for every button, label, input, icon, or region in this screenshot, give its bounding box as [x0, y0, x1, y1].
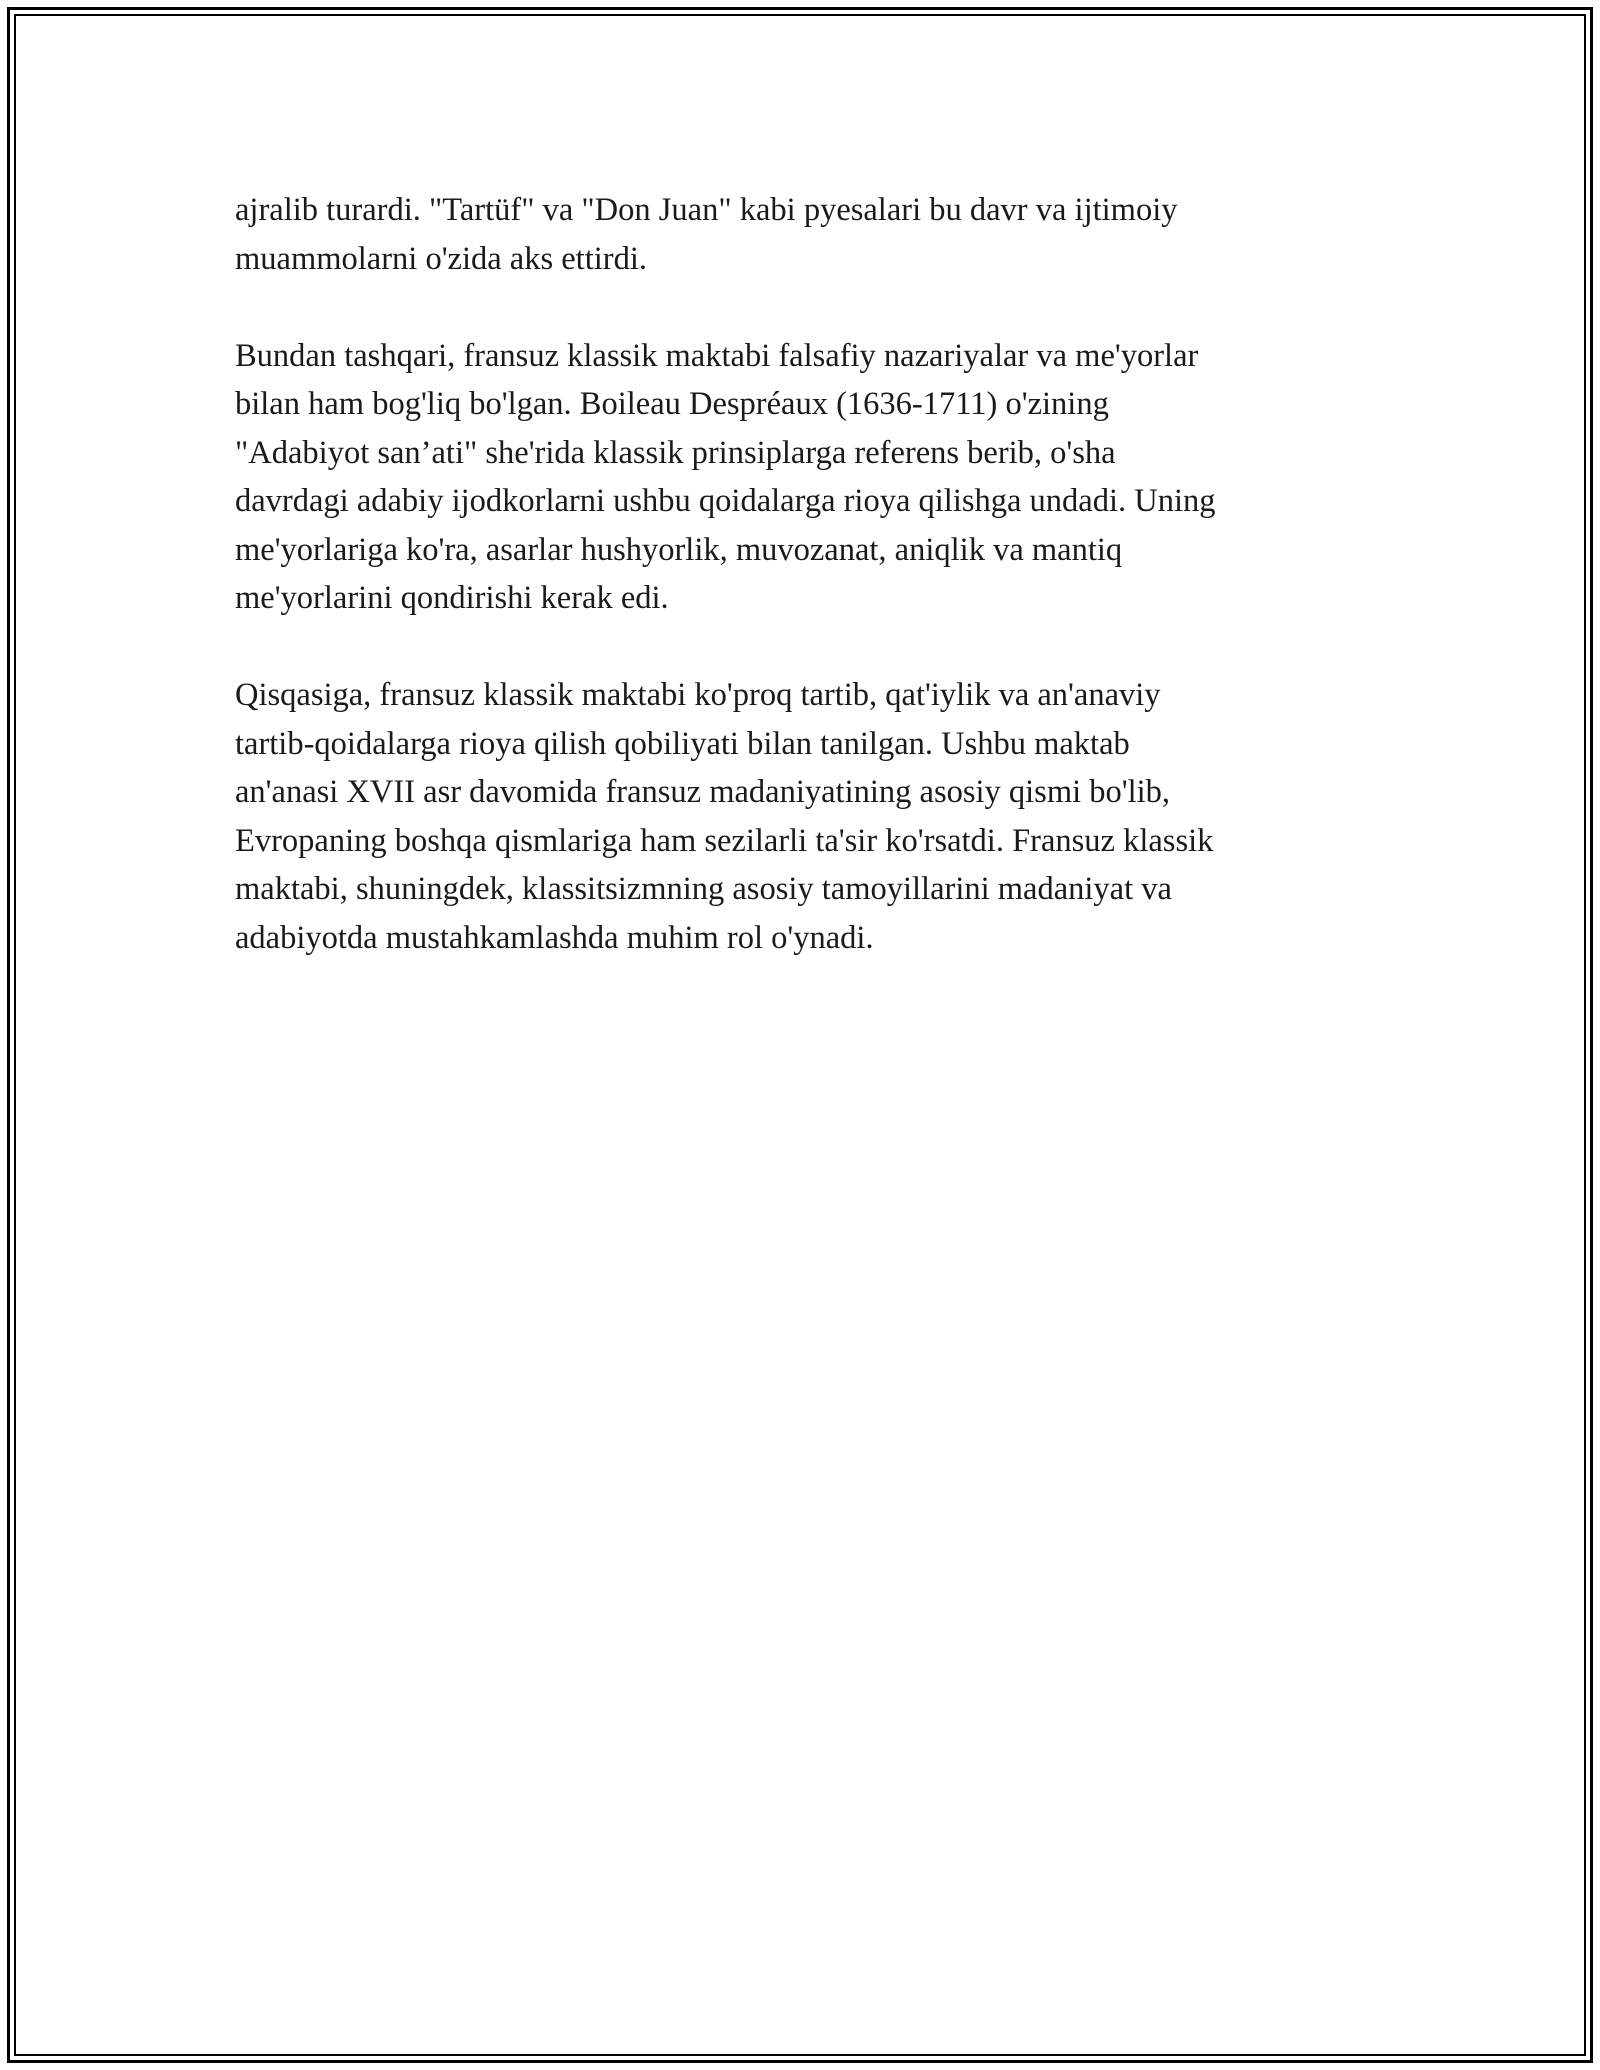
text-line: davrdagi adabiy ijodkorlarni ushbu qoidalarga rioya qilishga undadi. Uning [235, 483, 1216, 519]
text-line: maktabi, shuningdek, klassitsizmning asosiy tamoyillarini madaniyat va [235, 871, 1172, 907]
text-line: "Adabiyot san’ati" she'rida klassik prinsiplarga referens berib, o'sha [235, 434, 1116, 471]
text-line: muammolarni o'zida aks ettirdi. [235, 240, 647, 277]
text-line: me'yorlariga ko'ra, asarlar hushyorlik, muvozanat, aniqlik va mantiq [235, 531, 1123, 568]
text-line: Qisqasiga, fransuz klassik maktabi ko'proq tartib, qat'iylik va an'anaviy [235, 677, 1161, 713]
document-body [235, 186, 1355, 1011]
text-line: Bundan tashqari, fransuz klassik maktabi falsafiy nazariyalar va me'yorlar [235, 337, 1199, 374]
text-line: adabiyotda mustahkamlashda muhim rol o'ynadi. [235, 919, 874, 956]
text-line: ajralib turardi. "Tartüf" va "Don Juan" kabi pyesalari bu davr va ijtimoiy [235, 192, 1178, 228]
text-line: Evropaning boshqa qismlariga ham sezilarli ta'sir ko'rsatdi. Fransuz klassik [235, 822, 1214, 859]
text-line: bilan ham bog'liq bo'lgan. Boileau Despréaux (1636-1711) o'zining [235, 386, 1109, 422]
text-line: an'anasi XVII asr davomida fransuz madaniyatining asosiy qismi bo'lib, [235, 774, 1171, 810]
text-line: me'yorlarini qondirishi kerak edi. [235, 580, 669, 616]
paragraph-1 [235, 186, 1355, 283]
text-line: tartib-qoidalarga rioya qilish qobiliyati bilan tanilgan. Ushbu maktab [235, 725, 1130, 762]
paragraph-3 [235, 671, 1355, 962]
paragraph-2 [235, 332, 1355, 623]
